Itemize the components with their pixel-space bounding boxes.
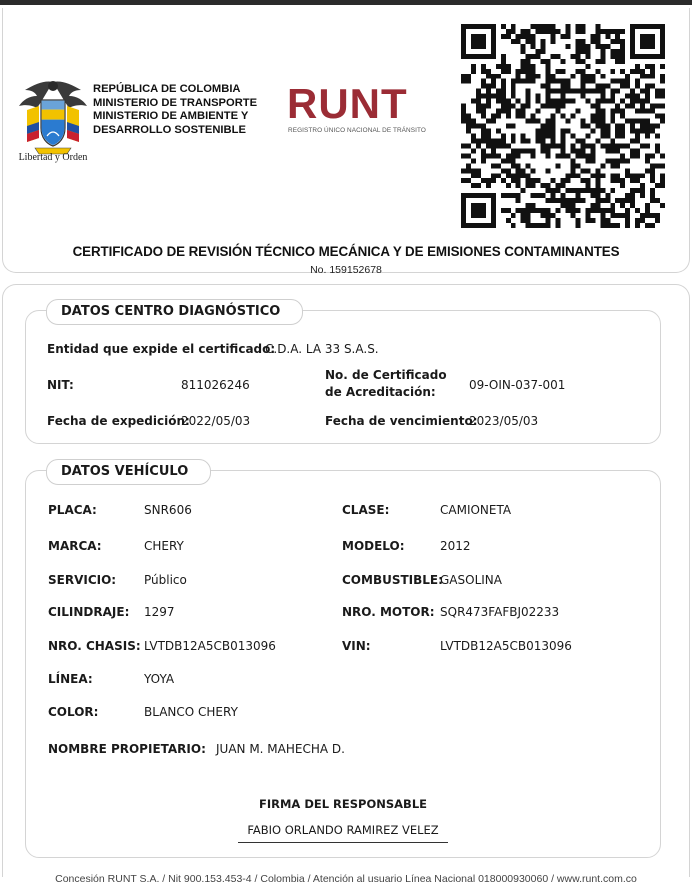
nro-chasis-label: NRO. CHASIS: (48, 639, 141, 653)
runt-subtitle: REGISTRO ÚNICO NACIONAL DE TRÁNSITO (288, 127, 426, 134)
nit-label: NIT: (47, 378, 74, 392)
linea-value: YOYA (144, 672, 175, 686)
ministry-line: MINISTERIO DE AMBIENTE Y (93, 110, 249, 122)
cilindraje-value: 1297 (144, 605, 175, 619)
combustible-value: GASOLINA (440, 573, 502, 587)
header-card (2, 8, 690, 276)
signature-line (238, 842, 448, 843)
propietario-label: NOMBRE PROPIETARIO: (48, 742, 206, 756)
vin-label: VIN: (342, 639, 371, 653)
nro-chasis-value: LVTDB12A5CB013096 (144, 639, 276, 653)
acreditacion-label: No. de Certificado de Acreditación: (325, 368, 447, 399)
modelo-label: MODELO: (342, 539, 405, 553)
entidad-label: Entidad que expide el certificado: (47, 342, 276, 356)
marca-value: CHERY (144, 539, 184, 553)
placa-label: PLACA: (48, 503, 97, 517)
motto: Libertad y Orden (18, 152, 88, 163)
ministry-block (93, 83, 257, 137)
linea-label: LÍNEA: (48, 672, 93, 686)
section-centro-diagnostico (25, 304, 661, 444)
fecha-vencimiento-value: 2023/05/03 (469, 414, 539, 428)
section-heading: DATOS CENTRO DIAGNÓSTICO (46, 299, 303, 325)
marca-label: MARCA: (48, 539, 102, 553)
runt-logo: RUNT (287, 80, 408, 127)
color-label: COLOR: (48, 705, 99, 719)
firma-label: FIRMA DEL RESPONSABLE (258, 797, 428, 811)
nro-motor-value: SQR473FAFBJ02233 (440, 605, 560, 619)
servicio-label: SERVICIO: (48, 573, 117, 587)
servicio-value: Público (144, 573, 187, 587)
acreditacion-value: 09-OIN-037-001 (469, 378, 566, 392)
ministry-line: REPÚBLICA DE COLOMBIA (93, 83, 241, 95)
entidad-value: C.D.A. LA 33 S.A.S. (265, 342, 379, 356)
section-heading: DATOS VEHÍCULO (46, 459, 211, 485)
color-value: BLANCO CHERY (144, 705, 238, 719)
propietario-value: JUAN M. MAHECHA D. (216, 742, 345, 756)
certificate-title: CERTIFICADO DE REVISIÓN TÉCNICO MECÁNICA Y DE EMISIONES CONTAMINANTES (72, 244, 620, 259)
vin-value: LVTDB12A5CB013096 (440, 639, 572, 653)
top-bar (0, 0, 692, 5)
fecha-expedicion-value: 2022/05/03 (181, 414, 251, 428)
nit-value: 811026246 (181, 378, 250, 392)
ministry-line: DESARROLLO SOSTENIBLE (93, 123, 246, 136)
ministry-line: MINISTERIO DE TRANSPORTE (93, 96, 258, 109)
clase-value: CAMIONETA (440, 503, 512, 517)
combustible-label: COMBUSTIBLE: (342, 573, 443, 587)
certificate-number: No. 159152678 (310, 264, 382, 276)
placa-value: SNR606 (144, 503, 192, 517)
fecha-expedicion-label: Fecha de expedición: (47, 414, 190, 428)
modelo-value: 2012 (440, 539, 471, 553)
cilindraje-label: CILINDRAJE: (48, 605, 130, 619)
firma-name: FABIO ORLANDO RAMIREZ VELEZ (247, 823, 439, 837)
fecha-vencimiento-label: Fecha de vencimiento: (325, 414, 478, 428)
clase-label: CLASE: (342, 503, 390, 517)
nro-motor-label: NRO. MOTOR: (342, 605, 435, 619)
footer-text: Concesión RUNT S.A. / Nit 900.153.453-4 / Colombia / Atención al usuario Línea Nacional 018000930060 / www.runt.com.co (55, 873, 637, 885)
qr-code-icon (461, 24, 665, 228)
